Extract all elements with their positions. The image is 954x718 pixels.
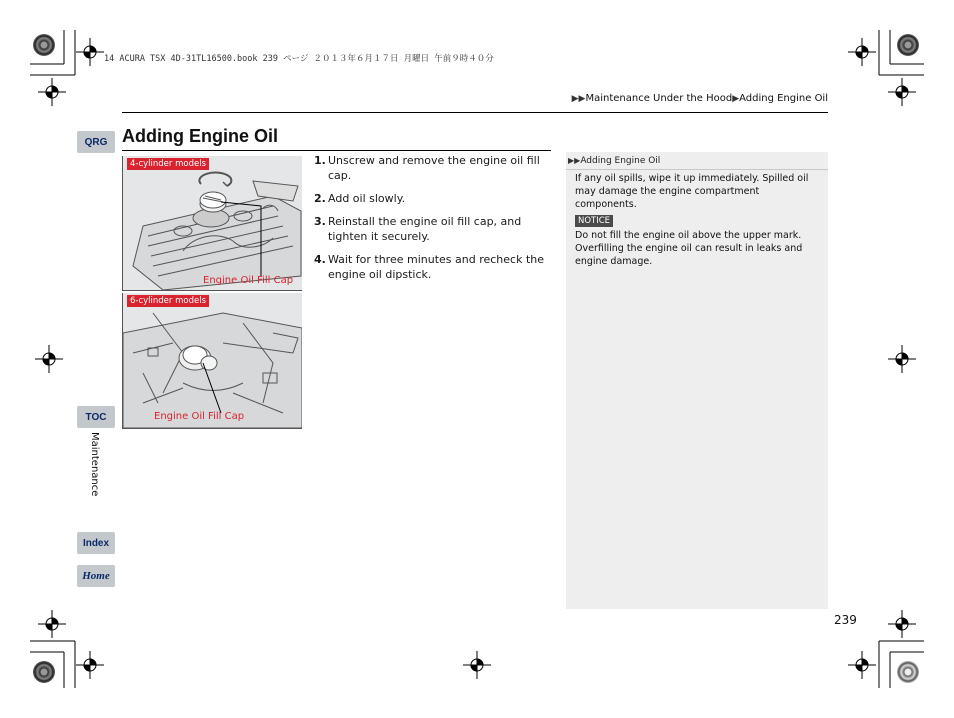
home-button[interactable]: Home bbox=[77, 565, 115, 587]
note-paragraph-spill: If any oil spills, wipe it up immediately. Spilled oil may damage the engine compartment components. bbox=[575, 173, 809, 210]
index-button[interactable]: Index bbox=[77, 532, 115, 554]
color-registration-circle bbox=[897, 34, 919, 56]
color-registration-circle bbox=[33, 34, 55, 56]
note-paragraph-notice: Do not fill the engine oil above the upper mark. Overfilling the engine oil can result in leaks and engine damage. bbox=[575, 230, 803, 267]
reference-icon: ▶▶ bbox=[568, 156, 581, 165]
step-item bbox=[314, 191, 556, 206]
callout-oil-fill-cap-4cyl: Engine Oil Fill Cap bbox=[203, 275, 294, 286]
header-divider bbox=[122, 112, 828, 113]
color-registration-circle bbox=[33, 661, 55, 683]
print-header: 14 ACURA TSX 4D-31TL16500.book 239 ページ ２０１３年６月１７日 月曜日 午前９時４０分 bbox=[104, 54, 494, 64]
engine-illustration-4cyl bbox=[123, 156, 302, 290]
color-registration-circle bbox=[897, 661, 919, 683]
step-number: 3. bbox=[314, 215, 326, 228]
engine-illustration-6cyl bbox=[123, 293, 302, 428]
title-underline bbox=[122, 150, 551, 151]
arrow-icon: ▶ bbox=[732, 94, 740, 104]
callout-oil-fill-cap-6cyl: Engine Oil Fill Cap bbox=[154, 411, 245, 422]
note-box bbox=[566, 152, 828, 609]
breadcrumb bbox=[572, 93, 828, 104]
figure-4-cylinder bbox=[122, 156, 302, 291]
double-arrow-icon: ▶▶ bbox=[571, 94, 586, 104]
page-title: Adding Engine Oil bbox=[122, 126, 278, 146]
figure-6-cylinder bbox=[122, 293, 302, 429]
step-number: 4. bbox=[314, 253, 326, 266]
qrg-button[interactable]: QRG bbox=[77, 131, 115, 153]
step-number: 1. bbox=[314, 154, 326, 167]
page-number: 239 bbox=[834, 613, 857, 627]
step-text: Reinstall the engine oil fill cap, and tighten it securely. bbox=[328, 215, 522, 243]
step-item bbox=[314, 153, 556, 183]
step-item bbox=[314, 252, 556, 282]
step-text: Wait for three minutes and recheck the engine oil dipstick. bbox=[328, 253, 545, 281]
breadcrumb-current: Adding Engine Oil bbox=[739, 93, 828, 104]
step-number: 2. bbox=[314, 192, 326, 205]
section-label bbox=[88, 432, 102, 512]
figure-tag-4cyl: 4-cylinder models bbox=[127, 158, 209, 170]
steps-list bbox=[314, 153, 556, 290]
note-heading-text: Adding Engine Oil bbox=[580, 156, 661, 166]
toc-button[interactable]: TOC bbox=[77, 406, 115, 428]
breadcrumb-link-maintenance[interactable]: Maintenance Under the Hood bbox=[585, 93, 733, 104]
section-label-text: Maintenance bbox=[89, 432, 100, 497]
note-heading bbox=[566, 152, 828, 170]
figure-tag-6cyl: 6-cylinder models bbox=[127, 295, 209, 307]
step-item bbox=[314, 214, 556, 244]
notice-badge: NOTICE bbox=[575, 215, 613, 227]
step-text: Unscrew and remove the engine oil fill cap. bbox=[328, 154, 540, 182]
step-text: Add oil slowly. bbox=[328, 192, 406, 205]
